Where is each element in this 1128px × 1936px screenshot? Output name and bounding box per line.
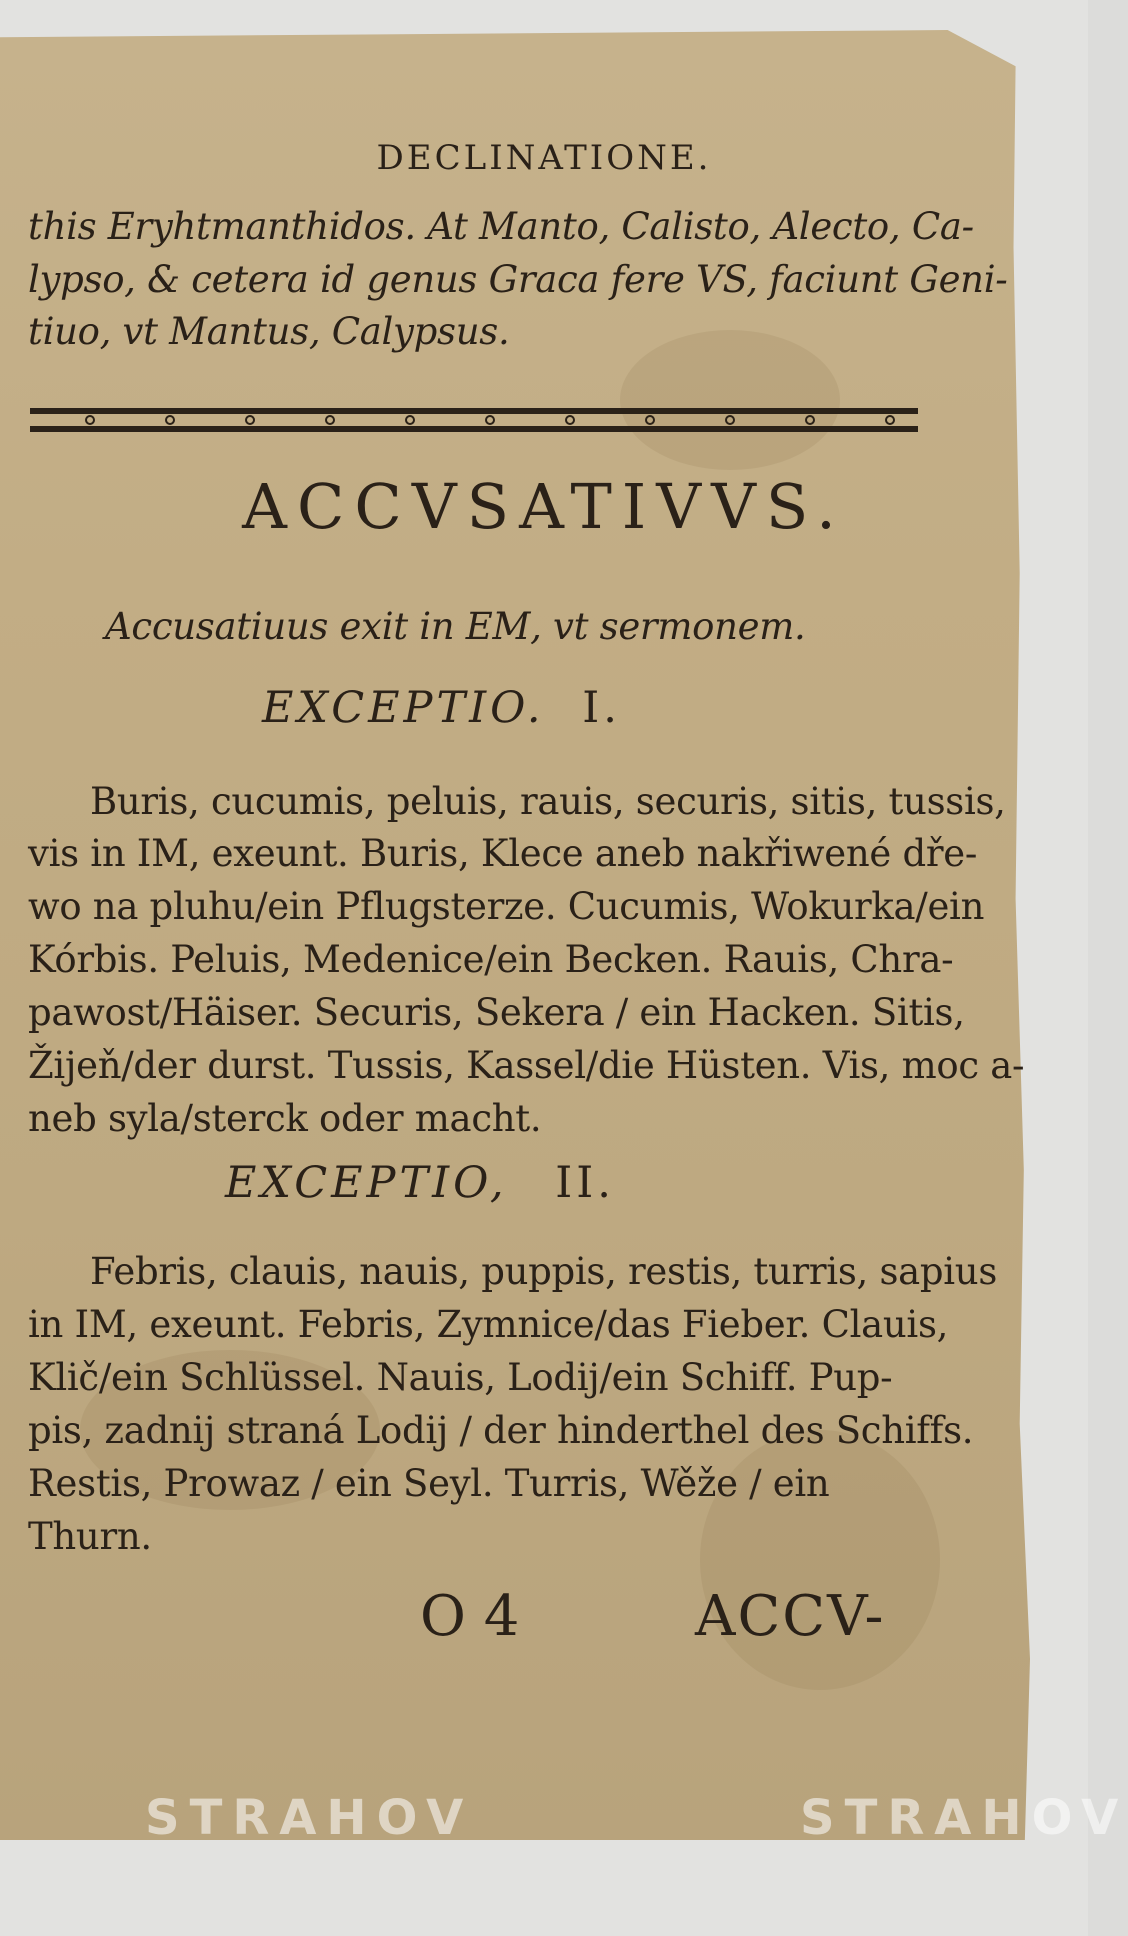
exception-1-line: wo na pluhu/ein Pflugsterze. Cucumis, Wokurka/ein [28,885,985,928]
watermark-strahov-left: STRAHOV [145,1790,474,1846]
intro-line: this Eryhtmanthidos. At Manto, Calisto, Alecto, Ca- [28,205,974,248]
exception-2-line: Klič/ein Schlüssel. Nauis, Lodij/ein Schiff. Pup- [28,1356,893,1399]
signature-mark: O 4 [420,1584,520,1649]
exception-label: EXCEPTIO. [262,683,545,733]
exception-number: I. [582,683,621,733]
exception-1-line: neb syla/sterck oder macht. [28,1097,542,1140]
intro-line: lypso, & cetera id genus Graca fere VS, faciunt Geni- [28,258,1008,301]
exception-1-line: Buris, cucumis, peluis, rauis, securis, sitis, tussis, [90,780,1006,823]
exception-1-line: Kórbis. Peluis, Medenice/ein Becken. Rauis, Chra- [28,938,954,981]
running-header: DECLINATIONE. [376,138,712,178]
exception-2-heading [225,1158,615,1208]
exception-1-line: Žijeň/der durst. Tussis, Kassel/die Hüsten. Vis, moc a- [28,1044,1025,1087]
watermark-strahov-right: STRAHOV [800,1790,1128,1846]
exception-2-line: pis, zadnij straná Lodij / der hinderthel des Schiffs. [28,1409,974,1452]
exception-2-line: Febris, clauis, nauis, puppis, restis, turris, sapius [90,1250,998,1293]
exception-2-line: in IM, exeunt. Febris, Zymnice/das Fieber. Clauis, [28,1303,949,1346]
exception-1-line: pawost/Häiser. Securis, Sekera / ein Hacken. Sitis, [28,991,965,1034]
rule-line: Accusatiuus exit in EM, vt sermonem. [105,605,806,648]
ornamental-rule [30,400,918,440]
exception-2-line: Restis, Prowaz / ein Seyl. Turris, Wěže / ein [28,1462,830,1505]
exception-2-line: Thurn. [28,1515,152,1558]
exception-number: II. [555,1158,615,1208]
exception-1-heading [262,683,621,733]
section-title: ACCVSATIVVS. [242,470,846,543]
intro-line: tiuo, vt Mantus, Calypsus. [28,310,510,353]
exception-label: EXCEPTIO, [225,1158,508,1208]
exception-1-line: vis in IM, exeunt. Buris, Klece aneb nakřiwené dře- [28,832,978,875]
catchword: ACCV- [695,1584,886,1649]
